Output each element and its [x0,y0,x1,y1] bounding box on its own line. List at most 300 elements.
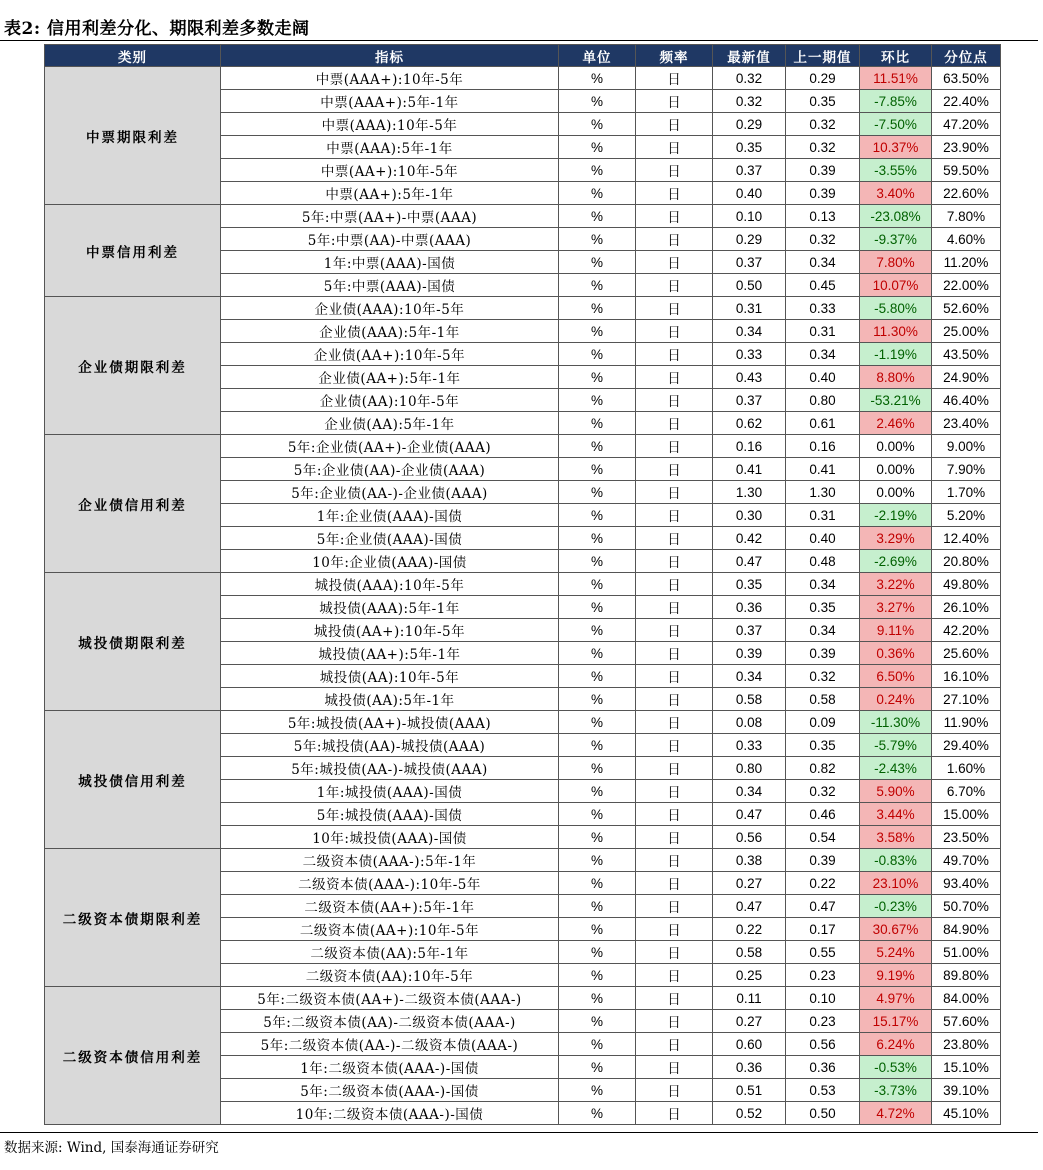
previous-value-cell: 0.09 [786,711,860,734]
indicator-cell: 1年:城投债(AAA)-国债 [221,780,559,803]
clipped-header-text [330,0,590,5]
header-unit: 单位 [559,45,636,67]
latest-value-cell: 0.27 [713,1010,786,1033]
latest-value-cell: 0.32 [713,67,786,90]
unit-cell: % [559,1056,636,1079]
header-latest: 最新值 [713,45,786,67]
change-cell: 4.97% [860,987,932,1010]
previous-value-cell: 0.35 [786,596,860,619]
percentile-cell: 22.00% [932,274,1001,297]
unit-cell: % [559,504,636,527]
frequency-cell: 日 [636,711,713,734]
frequency-cell: 日 [636,872,713,895]
latest-value-cell: 0.50 [713,274,786,297]
indicator-cell: 10年:企业债(AAA)-国债 [221,550,559,573]
latest-value-cell: 0.30 [713,504,786,527]
top-divider [0,40,1038,41]
unit-cell: % [559,113,636,136]
previous-value-cell: 0.34 [786,251,860,274]
change-cell: 0.24% [860,688,932,711]
frequency-cell: 日 [636,1010,713,1033]
latest-value-cell: 0.40 [713,182,786,205]
previous-value-cell: 0.82 [786,757,860,780]
unit-cell: % [559,688,636,711]
unit-cell: % [559,389,636,412]
unit-cell: % [559,964,636,987]
unit-cell: % [559,895,636,918]
frequency-cell: 日 [636,1033,713,1056]
previous-value-cell: 0.47 [786,895,860,918]
previous-value-cell: 0.39 [786,642,860,665]
change-cell: 7.80% [860,251,932,274]
unit-cell: % [559,872,636,895]
change-cell: -2.19% [860,504,932,527]
unit-cell: % [559,320,636,343]
previous-value-cell: 0.56 [786,1033,860,1056]
indicator-cell: 企业债(AAA):10年-5年 [221,297,559,320]
latest-value-cell: 0.39 [713,642,786,665]
change-cell: -9.37% [860,228,932,251]
percentile-cell: 4.60% [932,228,1001,251]
percentile-cell: 5.20% [932,504,1001,527]
change-cell: -23.08% [860,205,932,228]
indicator-cell: 二级资本债(AA+):5年-1年 [221,895,559,918]
unit-cell: % [559,573,636,596]
percentile-cell: 57.60% [932,1010,1001,1033]
latest-value-cell: 0.10 [713,205,786,228]
change-cell: 11.30% [860,320,932,343]
change-cell: 4.72% [860,1102,932,1125]
frequency-cell: 日 [636,803,713,826]
previous-value-cell: 0.39 [786,182,860,205]
latest-value-cell: 0.80 [713,757,786,780]
percentile-cell: 15.00% [932,803,1001,826]
unit-cell: % [559,205,636,228]
indicator-cell: 城投债(AA+):5年-1年 [221,642,559,665]
indicator-cell: 企业债(AA+):5年-1年 [221,366,559,389]
previous-value-cell: 0.16 [786,435,860,458]
unit-cell: % [559,159,636,182]
previous-value-cell: 0.33 [786,297,860,320]
change-cell: 10.37% [860,136,932,159]
frequency-cell: 日 [636,665,713,688]
percentile-cell: 22.60% [932,182,1001,205]
previous-value-cell: 0.40 [786,527,860,550]
percentile-cell: 89.80% [932,964,1001,987]
header-row [45,45,1001,67]
frequency-cell: 日 [636,251,713,274]
percentile-cell: 51.00% [932,941,1001,964]
frequency-cell: 日 [636,826,713,849]
unit-cell: % [559,412,636,435]
frequency-cell: 日 [636,389,713,412]
frequency-cell: 日 [636,688,713,711]
latest-value-cell: 0.58 [713,688,786,711]
percentile-cell: 23.90% [932,136,1001,159]
previous-value-cell: 0.55 [786,941,860,964]
change-cell: 0.00% [860,435,932,458]
percentile-cell: 1.60% [932,757,1001,780]
table-title: 表2: 信用利差分化、期限利差多数走阔 [4,19,310,39]
percentile-cell: 6.70% [932,780,1001,803]
frequency-cell: 日 [636,734,713,757]
indicator-cell: 城投债(AAA):5年-1年 [221,596,559,619]
unit-cell: % [559,619,636,642]
percentile-cell: 50.70% [932,895,1001,918]
change-cell: 0.00% [860,481,932,504]
previous-value-cell: 0.48 [786,550,860,573]
percentile-cell: 23.40% [932,412,1001,435]
indicator-cell: 城投债(AAA):10年-5年 [221,573,559,596]
percentile-cell: 63.50% [932,67,1001,90]
unit-cell: % [559,918,636,941]
percentile-cell: 20.80% [932,550,1001,573]
latest-value-cell: 0.27 [713,872,786,895]
previous-value-cell: 0.36 [786,1056,860,1079]
table-row [45,711,1001,734]
previous-value-cell: 0.53 [786,1079,860,1102]
previous-value-cell: 0.32 [786,780,860,803]
indicator-cell: 二级资本债(AA):5年-1年 [221,941,559,964]
latest-value-cell: 0.08 [713,711,786,734]
percentile-cell: 11.90% [932,711,1001,734]
unit-cell: % [559,987,636,1010]
change-cell: -53.21% [860,389,932,412]
indicator-cell: 中票(AAA+):10年-5年 [221,67,559,90]
indicator-cell: 城投债(AA):10年-5年 [221,665,559,688]
indicator-cell: 中票(AAA):5年-1年 [221,136,559,159]
indicator-cell: 企业债(AA):10年-5年 [221,389,559,412]
previous-value-cell: 0.31 [786,504,860,527]
percentile-cell: 7.80% [932,205,1001,228]
unit-cell: % [559,780,636,803]
frequency-cell: 日 [636,918,713,941]
latest-value-cell: 0.35 [713,573,786,596]
latest-value-cell: 0.25 [713,964,786,987]
frequency-cell: 日 [636,895,713,918]
previous-value-cell: 0.34 [786,343,860,366]
change-cell: 3.29% [860,527,932,550]
unit-cell: % [559,67,636,90]
latest-value-cell: 0.58 [713,941,786,964]
percentile-cell: 46.40% [932,389,1001,412]
header-change: 环比 [860,45,932,67]
frequency-cell: 日 [636,182,713,205]
percentile-cell: 26.10% [932,596,1001,619]
previous-value-cell: 0.34 [786,573,860,596]
previous-value-cell: 0.32 [786,113,860,136]
percentile-cell: 84.90% [932,918,1001,941]
previous-value-cell: 0.32 [786,228,860,251]
indicator-cell: 企业债(AAA):5年-1年 [221,320,559,343]
percentile-cell: 42.20% [932,619,1001,642]
change-cell: -3.55% [860,159,932,182]
change-cell: 5.24% [860,941,932,964]
frequency-cell: 日 [636,297,713,320]
percentile-cell: 45.10% [932,1102,1001,1125]
latest-value-cell: 0.47 [713,803,786,826]
change-cell: 30.67% [860,918,932,941]
clipped-footer-text [365,1158,545,1170]
unit-cell: % [559,1102,636,1125]
previous-value-cell: 0.29 [786,67,860,90]
indicator-cell: 10年:二级资本债(AAA-)-国债 [221,1102,559,1125]
previous-value-cell: 0.80 [786,389,860,412]
latest-value-cell: 0.51 [713,1079,786,1102]
indicator-cell: 企业债(AA):5年-1年 [221,412,559,435]
change-cell: -0.83% [860,849,932,872]
indicator-cell: 城投债(AA):5年-1年 [221,688,559,711]
indicator-cell: 企业债(AA+):10年-5年 [221,343,559,366]
change-cell: -7.50% [860,113,932,136]
latest-value-cell: 0.37 [713,389,786,412]
frequency-cell: 日 [636,964,713,987]
frequency-cell: 日 [636,780,713,803]
indicator-cell: 5年:城投债(AA+)-城投债(AAA) [221,711,559,734]
latest-value-cell: 1.30 [713,481,786,504]
latest-value-cell: 0.31 [713,297,786,320]
percentile-cell: 84.00% [932,987,1001,1010]
previous-value-cell: 0.32 [786,665,860,688]
previous-value-cell: 0.13 [786,205,860,228]
previous-value-cell: 0.10 [786,987,860,1010]
percentile-cell: 25.00% [932,320,1001,343]
change-cell: 0.00% [860,458,932,481]
frequency-cell: 日 [636,458,713,481]
indicator-cell: 中票(AA+):10年-5年 [221,159,559,182]
latest-value-cell: 0.36 [713,596,786,619]
latest-value-cell: 0.42 [713,527,786,550]
latest-value-cell: 0.33 [713,343,786,366]
change-cell: 3.58% [860,826,932,849]
percentile-cell: 7.90% [932,458,1001,481]
change-cell: 3.44% [860,803,932,826]
change-cell: 6.24% [860,1033,932,1056]
percentile-cell: 25.60% [932,642,1001,665]
unit-cell: % [559,136,636,159]
latest-value-cell: 0.56 [713,826,786,849]
unit-cell: % [559,343,636,366]
percentile-cell: 49.70% [932,849,1001,872]
previous-value-cell: 0.46 [786,803,860,826]
change-cell: -11.30% [860,711,932,734]
latest-value-cell: 0.52 [713,1102,786,1125]
change-cell: 5.90% [860,780,932,803]
indicator-cell: 二级资本债(AA):10年-5年 [221,964,559,987]
header-indicator: 指标 [221,45,559,67]
indicator-cell: 5年:二级资本债(AA+)-二级资本债(AAA-) [221,987,559,1010]
percentile-cell: 59.50% [932,159,1001,182]
indicator-cell: 二级资本债(AAA-):5年-1年 [221,849,559,872]
unit-cell: % [559,1079,636,1102]
latest-value-cell: 0.37 [713,159,786,182]
indicator-cell: 5年:中票(AAA)-国债 [221,274,559,297]
header-previous: 上一期值 [786,45,860,67]
unit-cell: % [559,481,636,504]
latest-value-cell: 0.60 [713,1033,786,1056]
previous-value-cell: 0.22 [786,872,860,895]
frequency-cell: 日 [636,228,713,251]
unit-cell: % [559,642,636,665]
change-cell: -0.53% [860,1056,932,1079]
previous-value-cell: 1.30 [786,481,860,504]
category-cell: 企业债期限利差 [45,297,221,435]
frequency-cell: 日 [636,849,713,872]
unit-cell: % [559,734,636,757]
latest-value-cell: 0.38 [713,849,786,872]
credit-spread-table [44,44,1001,1125]
indicator-cell: 1年:二级资本债(AAA-)-国债 [221,1056,559,1079]
unit-cell: % [559,274,636,297]
frequency-cell: 日 [636,481,713,504]
percentile-cell: 93.40% [932,872,1001,895]
indicator-cell: 5年:城投债(AA)-城投债(AAA) [221,734,559,757]
latest-value-cell: 0.37 [713,251,786,274]
frequency-cell: 日 [636,941,713,964]
indicator-cell: 5年:中票(AA+)-中票(AAA) [221,205,559,228]
previous-value-cell: 0.40 [786,366,860,389]
percentile-cell: 49.80% [932,573,1001,596]
indicator-cell: 中票(AAA+):5年-1年 [221,90,559,113]
table-row [45,297,1001,320]
percentile-cell: 47.20% [932,113,1001,136]
previous-value-cell: 0.34 [786,619,860,642]
percentile-cell: 24.90% [932,366,1001,389]
change-cell: -0.23% [860,895,932,918]
latest-value-cell: 0.16 [713,435,786,458]
change-cell: 11.51% [860,67,932,90]
previous-value-cell: 0.32 [786,136,860,159]
category-cell: 城投债信用利差 [45,711,221,849]
unit-cell: % [559,941,636,964]
change-cell: -7.85% [860,90,932,113]
previous-value-cell: 0.35 [786,734,860,757]
unit-cell: % [559,182,636,205]
previous-value-cell: 0.45 [786,274,860,297]
previous-value-cell: 0.31 [786,320,860,343]
frequency-cell: 日 [636,757,713,780]
percentile-cell: 12.40% [932,527,1001,550]
change-cell: -5.80% [860,297,932,320]
previous-value-cell: 0.41 [786,458,860,481]
unit-cell: % [559,596,636,619]
unit-cell: % [559,251,636,274]
percentile-cell: 11.20% [932,251,1001,274]
percentile-cell: 23.50% [932,826,1001,849]
table-body [45,67,1001,1125]
previous-value-cell: 0.58 [786,688,860,711]
percentile-cell: 27.10% [932,688,1001,711]
unit-cell: % [559,711,636,734]
unit-cell: % [559,1010,636,1033]
indicator-cell: 1年:中票(AAA)-国债 [221,251,559,274]
previous-value-cell: 0.17 [786,918,860,941]
indicator-cell: 5年:企业债(AA+)-企业债(AAA) [221,435,559,458]
latest-value-cell: 0.43 [713,366,786,389]
percentile-cell: 9.00% [932,435,1001,458]
latest-value-cell: 0.29 [713,113,786,136]
change-cell: 10.07% [860,274,932,297]
indicator-cell: 5年:城投债(AA-)-城投债(AAA) [221,757,559,780]
latest-value-cell: 0.33 [713,734,786,757]
change-cell: 8.80% [860,366,932,389]
unit-cell: % [559,757,636,780]
frequency-cell: 日 [636,274,713,297]
change-cell: 3.27% [860,596,932,619]
frequency-cell: 日 [636,596,713,619]
unit-cell: % [559,849,636,872]
indicator-cell: 1年:企业债(AAA)-国债 [221,504,559,527]
indicator-cell: 5年:企业债(AA)-企业债(AAA) [221,458,559,481]
frequency-cell: 日 [636,504,713,527]
indicator-cell: 中票(AAA):10年-5年 [221,113,559,136]
table-row [45,67,1001,90]
unit-cell: % [559,665,636,688]
bottom-divider [0,1132,1038,1133]
change-cell: 6.50% [860,665,932,688]
previous-value-cell: 0.39 [786,159,860,182]
unit-cell: % [559,366,636,389]
frequency-cell: 日 [636,90,713,113]
frequency-cell: 日 [636,573,713,596]
frequency-cell: 日 [636,550,713,573]
previous-value-cell: 0.50 [786,1102,860,1125]
category-cell: 企业债信用利差 [45,435,221,573]
previous-value-cell: 0.39 [786,849,860,872]
latest-value-cell: 0.62 [713,412,786,435]
indicator-cell: 5年:企业债(AAA)-国债 [221,527,559,550]
percentile-cell: 39.10% [932,1079,1001,1102]
change-cell: 23.10% [860,872,932,895]
change-cell: -3.73% [860,1079,932,1102]
category-cell: 二级资本债信用利差 [45,987,221,1125]
indicator-cell: 5年:二级资本债(AA-)-二级资本债(AAA-) [221,1033,559,1056]
unit-cell: % [559,228,636,251]
unit-cell: % [559,826,636,849]
previous-value-cell: 0.23 [786,964,860,987]
latest-value-cell: 0.35 [713,136,786,159]
table-row [45,435,1001,458]
percentile-cell: 22.40% [932,90,1001,113]
indicator-cell: 5年:二级资本债(AAA-)-国债 [221,1079,559,1102]
change-cell: 2.46% [860,412,932,435]
indicator-cell: 5年:中票(AA)-中票(AAA) [221,228,559,251]
frequency-cell: 日 [636,527,713,550]
frequency-cell: 日 [636,642,713,665]
latest-value-cell: 0.36 [713,1056,786,1079]
unit-cell: % [559,550,636,573]
unit-cell: % [559,803,636,826]
percentile-cell: 15.10% [932,1056,1001,1079]
table-row [45,205,1001,228]
table-row [45,849,1001,872]
indicator-cell: 5年:二级资本债(AA)-二级资本债(AAA-) [221,1010,559,1033]
frequency-cell: 日 [636,435,713,458]
change-cell: 3.40% [860,182,932,205]
frequency-cell: 日 [636,619,713,642]
latest-value-cell: 0.29 [713,228,786,251]
unit-cell: % [559,458,636,481]
latest-value-cell: 0.37 [713,619,786,642]
header-category: 类别 [45,45,221,67]
frequency-cell: 日 [636,320,713,343]
category-cell: 中票期限利差 [45,67,221,205]
previous-value-cell: 0.54 [786,826,860,849]
change-cell: 15.17% [860,1010,932,1033]
latest-value-cell: 0.34 [713,780,786,803]
header-frequency: 频率 [636,45,713,67]
indicator-cell: 二级资本债(AA+):10年-5年 [221,918,559,941]
